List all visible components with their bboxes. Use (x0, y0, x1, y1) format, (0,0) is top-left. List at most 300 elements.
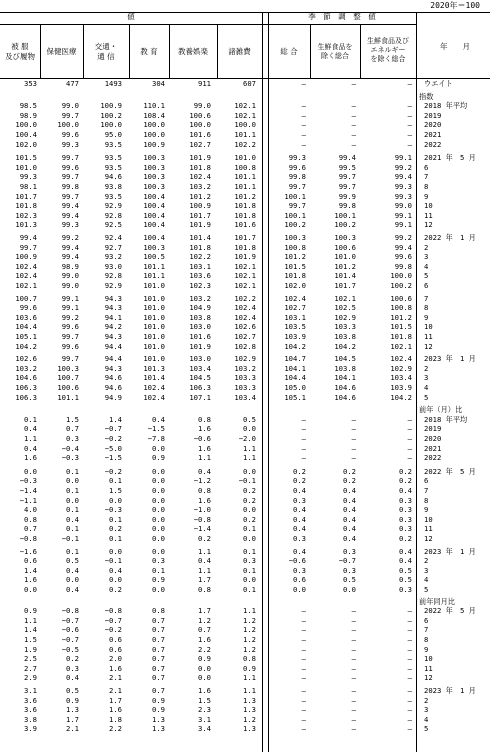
table-cell: 0.0 (66, 575, 79, 585)
row-label: 9 (424, 191, 429, 201)
table-cell: 102.6 (234, 322, 256, 332)
table-cell: 102.3 (15, 210, 37, 220)
table-cell: 100.3 (143, 162, 165, 172)
table-cell: 0.1 (109, 476, 122, 486)
table-cell: 103.0 (189, 322, 211, 332)
table-cell: −0.8 (61, 606, 79, 616)
table-cell: 103.9 (390, 383, 412, 392)
table-cell: – (351, 110, 356, 120)
table-cell: 0.0 (152, 585, 165, 594)
table-cell: 94.2 (104, 322, 122, 332)
table-cell: 98.5 (19, 101, 37, 111)
table-cell: 104.7 (284, 354, 306, 364)
table-cell: 0.9 (152, 575, 165, 585)
table-cell: 99.7 (61, 191, 79, 201)
table-cell: 0.4 (198, 466, 211, 476)
table-cell: 99.1 (394, 153, 412, 163)
table-cell: 1.6 (24, 453, 37, 463)
table-cell: 0.8 (152, 606, 165, 616)
table-cell: 1.1 (198, 546, 211, 556)
table-cell: 92.9 (104, 201, 122, 211)
table-cell: 101.5 (15, 153, 37, 163)
table-cell: 102.7 (189, 139, 211, 149)
table-cell: 1.7 (198, 575, 211, 585)
row-label: ウエイト (424, 79, 453, 88)
table-cell: 101.0 (334, 252, 356, 262)
table-cell: 0.7 (198, 625, 211, 635)
table-cell: 103.8 (334, 363, 356, 373)
table-cell: 102.1 (334, 293, 356, 303)
row-label: 2 (424, 695, 429, 705)
row-label: 2018 年平均 (424, 101, 468, 111)
table-cell: 0.2 (399, 534, 412, 543)
table-cell: 100.9 (143, 139, 165, 149)
table-cell: 0.2 (399, 476, 412, 486)
table-cell: 102.4 (15, 261, 37, 271)
header-misc: 諸雑費 (228, 47, 251, 56)
table-cell: – (301, 615, 306, 625)
row-label: 11 (424, 332, 433, 341)
table-cell: 0.3 (293, 495, 306, 505)
table-cell: 0.8 (198, 414, 211, 424)
table-cell: 0.3 (399, 524, 412, 534)
table-cell: 0.2 (293, 466, 306, 476)
table-cell: 0.3 (399, 585, 412, 594)
table-cell: 100.8 (390, 303, 412, 313)
table-cell: – (351, 101, 356, 111)
table-cell: 108.4 (143, 110, 165, 120)
table-cell: 607 (243, 79, 256, 88)
table-cell: 0.1 (243, 585, 256, 594)
table-cell: 100.1 (284, 191, 306, 201)
table-cell: 1.3 (243, 705, 256, 715)
table-cell: −0.7 (338, 556, 356, 566)
table-cell: – (351, 654, 356, 664)
table-cell: 1.1 (243, 453, 256, 463)
table-cell: 104.2 (15, 341, 37, 351)
table-cell: – (407, 414, 412, 424)
table-cell: 93.5 (104, 191, 122, 201)
col-rule (40, 25, 41, 78)
table-cell: – (407, 663, 412, 673)
table-cell: 0.0 (152, 486, 165, 495)
table-cell: −5.0 (104, 443, 122, 453)
table-cell: 1.7 (66, 714, 79, 724)
table-cell: 0.9 (66, 695, 79, 705)
table-cell: 0.0 (293, 585, 306, 594)
table-cell: – (407, 705, 412, 715)
table-cell: 0.6 (109, 644, 122, 654)
table-cell: 1.7 (109, 695, 122, 705)
table-cell: 100.3 (334, 233, 356, 242)
table-cell: 0.6 (109, 635, 122, 644)
table-cell: 101.8 (284, 271, 306, 281)
table-cell: 99.0 (193, 101, 211, 111)
table-cell: 99.3 (288, 153, 306, 163)
col-rule (268, 12, 269, 752)
table-cell: 103.9 (284, 332, 306, 341)
table-cell: 101.1 (57, 392, 79, 402)
header-recreation: 教養娯楽 (178, 47, 208, 56)
row-label: 4 (424, 383, 429, 392)
table-cell: 0.7 (66, 424, 79, 434)
table-cell: 0.0 (152, 495, 165, 505)
table-cell: 100.2 (284, 220, 306, 230)
table-cell: 93.0 (104, 261, 122, 271)
table-cell: 1.2 (198, 615, 211, 625)
table-cell: 2.7 (24, 663, 37, 673)
table-cell: – (351, 635, 356, 644)
table-cell: 100.3 (143, 182, 165, 191)
table-cell: 1.2 (243, 625, 256, 635)
table-cell: 100.6 (334, 242, 356, 252)
table-cell: 0.1 (109, 534, 122, 543)
row-label: 2022 年 5 月 (424, 606, 476, 616)
table-cell: −0.7 (61, 635, 79, 644)
table-cell: 92.7 (104, 242, 122, 252)
table-cell: 94.3 (104, 293, 122, 303)
table-cell: 100.9 (189, 201, 211, 211)
table-cell: −1.4 (193, 524, 211, 534)
table-cell: 0.4 (152, 414, 165, 424)
table-cell: 101.2 (189, 191, 211, 201)
table-cell: 99.6 (288, 162, 306, 172)
table-cell: 100.2 (100, 110, 122, 120)
table-cell: – (301, 606, 306, 616)
table-cell: – (407, 110, 412, 120)
table-cell: 0.2 (399, 466, 412, 476)
table-cell: 0.4 (343, 524, 356, 534)
table-cell: −0.7 (61, 615, 79, 625)
table-cell: 92.4 (104, 233, 122, 242)
table-cell: – (407, 714, 412, 724)
table-cell: 0.3 (343, 565, 356, 575)
table-cell: 98.9 (19, 110, 37, 120)
table-cell: 102.3 (189, 281, 211, 290)
table-cell: 0.9 (24, 606, 37, 616)
table-cell: 1.7 (198, 606, 211, 616)
table-cell: 101.9 (189, 220, 211, 230)
table-cell: 100.9 (15, 252, 37, 262)
table-cell: 102.0 (15, 139, 37, 149)
row-label: 12 (424, 341, 433, 351)
table-cell: 1.3 (152, 714, 165, 724)
table-cell: 0.0 (152, 546, 165, 556)
row-label: 3 (424, 705, 429, 715)
row-label: 6 (424, 615, 429, 625)
table-cell: −0.3 (19, 476, 37, 486)
table-cell: 477 (66, 79, 79, 88)
table-cell: – (301, 101, 306, 111)
table-cell: 101.7 (234, 233, 256, 242)
table-cell: 94.6 (104, 383, 122, 392)
table-cell: 99.7 (61, 354, 79, 364)
table-cell: 99.4 (61, 210, 79, 220)
table-cell: 1.2 (243, 714, 256, 724)
table-cell: 0.0 (109, 575, 122, 585)
table-cell: – (407, 686, 412, 695)
table-cell: 92.9 (104, 281, 122, 290)
table-cell: 103.5 (284, 322, 306, 332)
header-education: 教 育 (140, 47, 158, 56)
row-label: 5 (424, 585, 429, 594)
table-cell: 0.2 (109, 585, 122, 594)
table-cell: 101.0 (143, 332, 165, 341)
table-cell: – (407, 673, 412, 683)
table-cell: −0.8 (19, 534, 37, 543)
table-cell: 0.4 (293, 524, 306, 534)
table-cell: 102.0 (284, 281, 306, 290)
table-cell: 1.1 (24, 615, 37, 625)
table-cell: 99.7 (61, 153, 79, 163)
table-cell: 94.3 (104, 303, 122, 313)
table-cell: 102.9 (390, 363, 412, 373)
table-cell: 102.2 (234, 293, 256, 303)
table-cell: −1.2 (193, 476, 211, 486)
table-cell: – (301, 635, 306, 644)
table-cell: 2.1 (109, 673, 122, 683)
table-cell: – (407, 139, 412, 149)
table-cell: 0.5 (66, 686, 79, 695)
table-cell: 99.8 (61, 182, 79, 191)
table-cell: 103.2 (189, 293, 211, 303)
table-cell: 2.1 (109, 686, 122, 695)
table-cell: 101.1 (143, 271, 165, 281)
table-cell: −0.1 (61, 534, 79, 543)
table-cell: 99.0 (61, 271, 79, 281)
table-cell: 1.5 (66, 414, 79, 424)
table-cell: 101.3 (143, 363, 165, 373)
row-label: 10 (424, 654, 433, 664)
table-cell: – (351, 414, 356, 424)
row-label: 12 (424, 220, 433, 230)
table-cell: 0.7 (24, 524, 37, 534)
row-label: 10 (424, 322, 433, 332)
table-cell: 0.7 (152, 673, 165, 683)
table-cell: 101.6 (234, 220, 256, 230)
table-cell: 1.1 (198, 453, 211, 463)
row-label: 2 (424, 363, 429, 373)
table-cell: 1.6 (109, 663, 122, 673)
table-cell: 0.2 (343, 476, 356, 486)
section-label: 前年同月比 (419, 596, 455, 606)
table-cell: 105.0 (284, 383, 306, 392)
table-cell: 100.0 (390, 271, 412, 281)
table-cell: 0.0 (109, 546, 122, 556)
table-cell: 0.7 (152, 663, 165, 673)
table-cell: – (301, 663, 306, 673)
table-cell: 0.3 (293, 565, 306, 575)
table-cell: −0.2 (104, 625, 122, 635)
row-label: 6 (424, 162, 429, 172)
table-cell: −0.7 (104, 424, 122, 434)
table-cell: 100.6 (390, 293, 412, 303)
table-cell: −1.4 (19, 486, 37, 495)
table-cell: 2.9 (24, 673, 37, 683)
table-cell: 0.1 (243, 524, 256, 534)
table-cell: −0.6 (288, 556, 306, 566)
table-cell: 0.3 (293, 534, 306, 543)
table-cell: 99.1 (61, 293, 79, 303)
table-cell: 100.6 (57, 383, 79, 392)
table-cell: 0.7 (152, 644, 165, 654)
row-label: 5 (424, 271, 429, 281)
table-cell: 95.0 (104, 130, 122, 139)
table-cell: 92.8 (104, 271, 122, 281)
table-cell: 100.0 (143, 130, 165, 139)
table-cell: 102.4 (234, 303, 256, 313)
table-cell: 102.4 (284, 293, 306, 303)
table-cell: −0.6 (61, 625, 79, 635)
table-cell: 0.9 (152, 695, 165, 705)
table-cell: 99.7 (338, 172, 356, 182)
table-cell: 103.2 (189, 182, 211, 191)
row-label: 3 (424, 565, 429, 575)
table-cell: 0.4 (399, 556, 412, 566)
table-cell: 0.4 (293, 514, 306, 524)
row-label: 7 (424, 293, 429, 303)
table-cell: 99.1 (394, 220, 412, 230)
table-cell: 102.1 (234, 281, 256, 290)
table-cell: 100.0 (143, 120, 165, 130)
table-cell: 0.7 (152, 625, 165, 635)
table-cell: 0.4 (399, 546, 412, 556)
table-cell: 103.3 (234, 373, 256, 383)
table-cell: 99.3 (394, 191, 412, 201)
table-cell: 106.3 (15, 383, 37, 392)
table-cell: 0.8 (24, 514, 37, 524)
table-cell: 0.4 (343, 495, 356, 505)
table-cell: 1.1 (243, 443, 256, 453)
table-cell: 100.5 (143, 252, 165, 262)
table-cell: – (351, 625, 356, 635)
table-cell: 1.8 (109, 714, 122, 724)
table-cell: 0.0 (243, 466, 256, 476)
row-label: 2022 (424, 453, 442, 463)
table-cell: 101.2 (390, 312, 412, 322)
table-cell: 100.0 (57, 120, 79, 130)
table-cell: 0.1 (109, 514, 122, 524)
row-label: 11 (424, 524, 433, 534)
table-cell: 0.9 (152, 705, 165, 715)
table-cell: 99.7 (338, 182, 356, 191)
row-label: 2020 (424, 120, 442, 130)
table-cell: 101.8 (234, 210, 256, 220)
table-cell: 0.3 (399, 505, 412, 515)
table-cell: – (301, 130, 306, 139)
row-label: 2023 年 1 月 (424, 546, 476, 556)
row-label: 5 (424, 724, 429, 734)
table-cell: 101.0 (143, 293, 165, 303)
table-cell: 0.9 (152, 453, 165, 463)
table-cell: 101.8 (234, 242, 256, 252)
table-cell: 99.9 (338, 191, 356, 201)
row-label: 12 (424, 534, 433, 543)
table-cell: 304 (152, 79, 165, 88)
table-cell: 102.6 (15, 354, 37, 364)
row-label: 4 (424, 714, 429, 724)
table-cell: 101.0 (234, 153, 256, 163)
header-all-items: 総 合 (280, 47, 298, 56)
table-cell: 93.5 (104, 162, 122, 172)
table-cell: 103.6 (15, 312, 37, 322)
table-cell: 102.4 (15, 271, 37, 281)
table-cell: 0.0 (152, 476, 165, 486)
table-cell: 104.5 (334, 354, 356, 364)
table-cell: 99.6 (61, 130, 79, 139)
table-cell: – (301, 705, 306, 715)
table-cell: – (351, 714, 356, 724)
table-cell: 101.0 (143, 341, 165, 351)
table-cell: 0.0 (24, 466, 37, 476)
table-cell: 0.0 (152, 443, 165, 453)
table-cell: 101.0 (143, 281, 165, 290)
table-cell: −1.5 (147, 424, 165, 434)
table-cell: 1.6 (198, 635, 211, 644)
table-cell: 99.2 (394, 233, 412, 242)
table-cell: 100.0 (189, 120, 211, 130)
table-cell: 0.3 (243, 556, 256, 566)
table-cell: 100.3 (143, 153, 165, 163)
table-cell: 99.5 (338, 162, 356, 172)
table-cell: 103.4 (234, 392, 256, 402)
table-cell: 104.2 (390, 392, 412, 402)
table-cell: 1.5 (109, 486, 122, 495)
table-cell: – (351, 79, 356, 88)
table-cell: 2.0 (109, 654, 122, 664)
table-cell: 0.1 (24, 414, 37, 424)
table-cell: 104.2 (284, 341, 306, 351)
table-cell: – (351, 434, 356, 443)
table-cell: 94.6 (104, 172, 122, 182)
col-rule (169, 25, 170, 78)
table-cell: 0.0 (243, 534, 256, 543)
row-label: 2021 年 5 月 (424, 153, 476, 163)
table-cell: 0.0 (198, 663, 211, 673)
table-cell: 101.8 (234, 201, 256, 211)
table-cell: 3.6 (24, 695, 37, 705)
table-cell: 100.3 (57, 363, 79, 373)
table-cell: 4.0 (24, 505, 37, 515)
row-label: 2 (424, 242, 429, 252)
table-cell: – (407, 695, 412, 705)
row-label: 2019 (424, 110, 442, 120)
table-cell: – (407, 724, 412, 734)
table-cell: 0.4 (198, 556, 211, 566)
table-cell: −1.0 (193, 505, 211, 515)
table-cell: 99.6 (394, 252, 412, 262)
row-label: 2019 (424, 424, 442, 434)
col-rule (129, 25, 130, 78)
table-cell: 0.4 (399, 486, 412, 495)
table-cell: 0.0 (109, 495, 122, 505)
table-cell: 0.8 (198, 585, 211, 594)
row-label: 9 (424, 644, 429, 654)
table-cell: 101.8 (189, 162, 211, 172)
table-cell: 0.4 (66, 585, 79, 594)
table-cell: 99.6 (61, 341, 79, 351)
table-cell: 0.1 (66, 486, 79, 495)
table-cell: 94.4 (104, 341, 122, 351)
table-cell: 3.9 (24, 724, 37, 734)
table-cell: 99.6 (61, 162, 79, 172)
table-cell: 100.2 (334, 220, 356, 230)
table-cell: 1.3 (243, 695, 256, 705)
table-cell: 0.7 (152, 686, 165, 695)
row-label: 6 (424, 281, 429, 290)
table-cell: 100.0 (234, 120, 256, 130)
table-cell: 0.0 (343, 585, 356, 594)
